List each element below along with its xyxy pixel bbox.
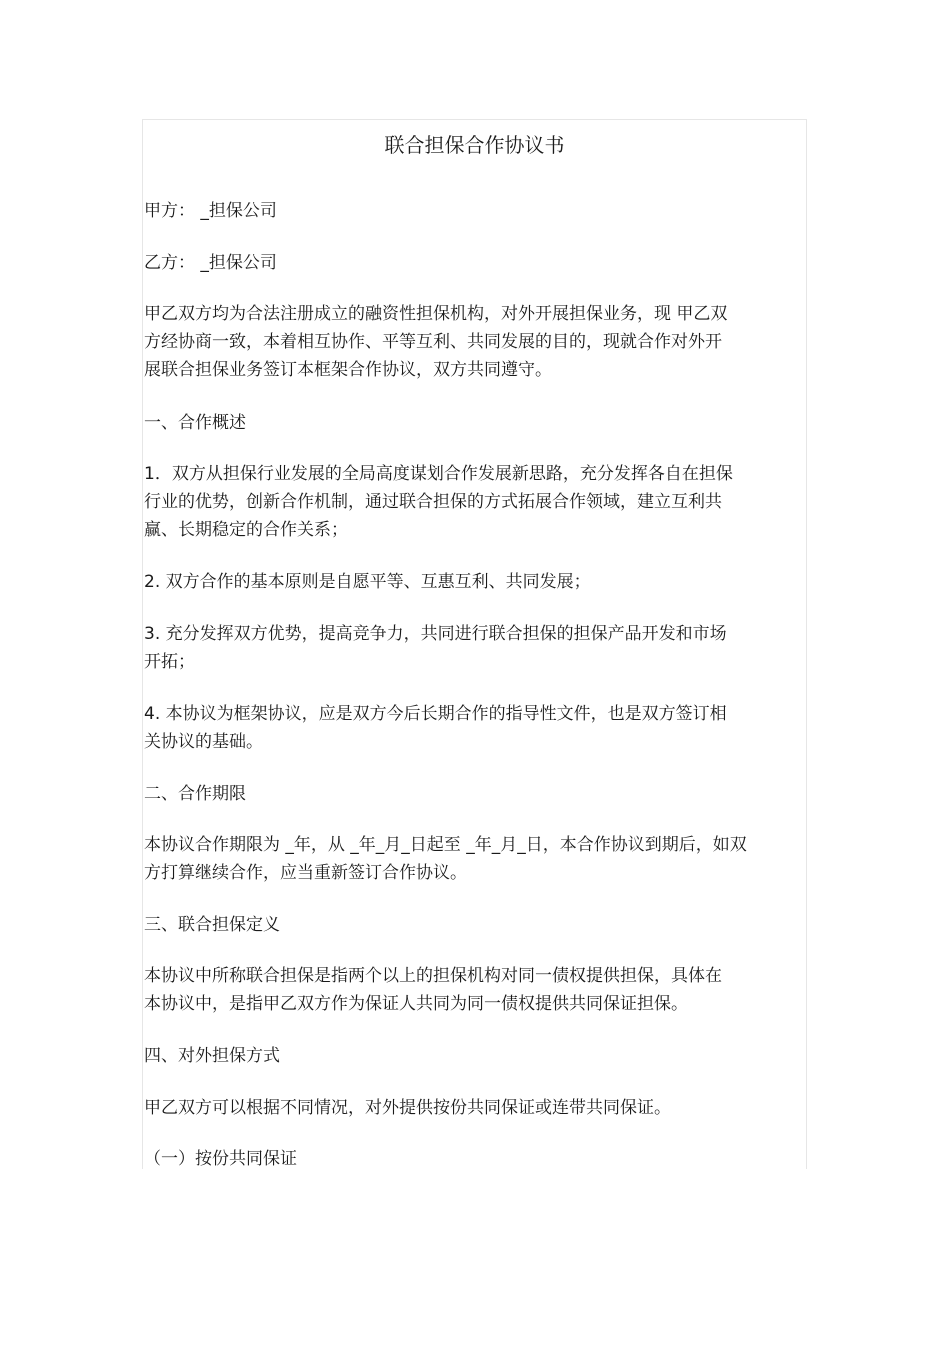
item-3-line: 3. 充分发挥双方优势，提高竞争力，共同进行联合担保的担保产品开发和市场 xyxy=(144,624,727,644)
item-1-line: 行业的优势，创新合作机制，通过联合担保的方式拓展合作领域，建立互利共 xyxy=(144,492,722,512)
item-1-paragraph xyxy=(144,460,796,544)
item-3-paragraph xyxy=(144,620,796,676)
term-line: 方打算继续合作，应当重新签订合作协议。 xyxy=(144,863,467,883)
item-4-line: 4. 本协议为框架协议，应是双方今后长期合作的指导性文件，也是双方签订相 xyxy=(144,704,727,724)
party-b: 乙方： _担保公司 xyxy=(144,253,277,273)
subsection-heading-several-guarantee: （一）按份共同保证 xyxy=(144,1149,297,1169)
section-heading-joint-guarantee-definition: 三、联合担保定义 xyxy=(144,915,280,935)
item-2-paragraph: 2. 双方合作的基本原则是自愿平等、互惠互利、共同发展； xyxy=(144,572,591,592)
document-title: 联合担保合作协议书 xyxy=(384,133,565,157)
item-4-paragraph xyxy=(144,700,796,756)
section-heading-cooperation-term: 二、合作期限 xyxy=(144,784,246,804)
method-paragraph: 甲乙双方可以根据不同情况，对外提供按份共同保证或连带共同保证。 xyxy=(144,1098,671,1118)
term-paragraph xyxy=(144,831,796,887)
definition-line: 本协议中所称联合担保是指两个以上的担保机构对同一债权提供担保，具体在 xyxy=(144,966,722,986)
intro-line: 甲乙双方均为合法注册成立的融资性担保机构，对外开展担保业务，现 甲乙双 xyxy=(144,304,728,324)
party-a: 甲方： _担保公司 xyxy=(144,201,277,221)
item-4-line: 关协议的基础。 xyxy=(144,732,263,752)
item-1-line: 赢、长期稳定的合作关系； xyxy=(144,520,348,540)
section-heading-guarantee-methods: 四、对外担保方式 xyxy=(144,1046,280,1066)
intro-line: 方经协商一致，本着相互协作、平等互利、共同发展的目的，现就合作对外开 xyxy=(144,332,722,352)
item-1-line: 1．双方从担保行业发展的全局高度谋划合作发展新思路，充分发挥各自在担保 xyxy=(144,464,733,484)
definition-paragraph xyxy=(144,962,796,1018)
definition-line: 本协议中，是指甲乙双方作为保证人共同为同一债权提供共同保证担保。 xyxy=(144,994,688,1014)
item-3-line: 开拓； xyxy=(144,652,195,672)
term-line: 本协议合作期限为 _年，从 _年_月_日起至 _年_月_日，本合作协议到期后，如双 xyxy=(144,835,747,855)
intro-line: 展联合担保业务签订本框架合作协议，双方共同遵守。 xyxy=(144,360,552,380)
section-heading-cooperation-overview: 一、合作概述 xyxy=(144,413,246,433)
intro-paragraph xyxy=(144,300,796,384)
